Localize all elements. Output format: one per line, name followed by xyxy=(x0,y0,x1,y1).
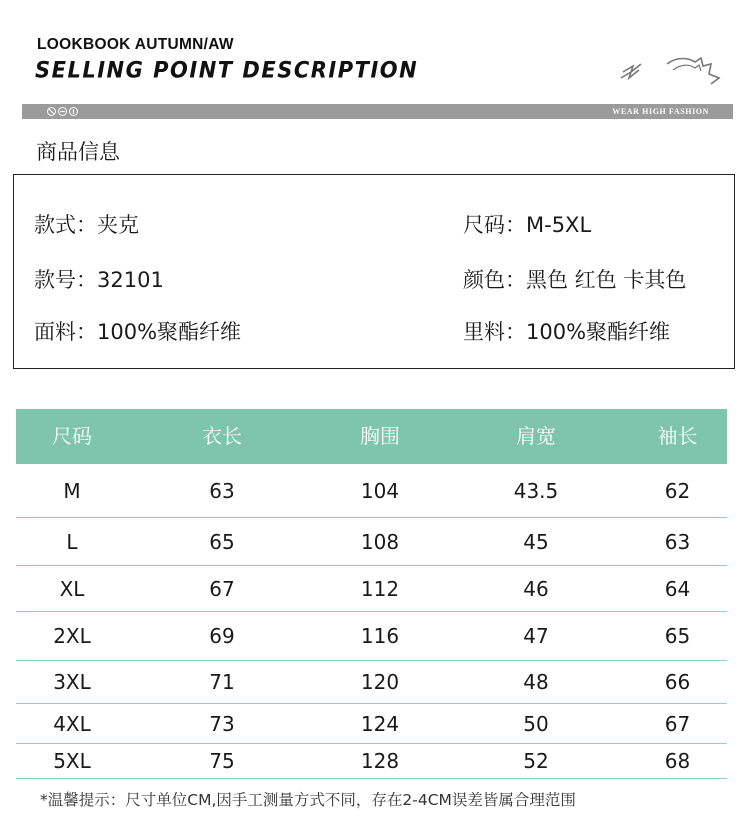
table-row xyxy=(16,464,727,518)
style-field: 款式：夹克 xyxy=(34,213,139,237)
table-cell: 66 xyxy=(664,670,691,694)
table-cell: 67 xyxy=(664,711,691,736)
table-cell: 62 xyxy=(664,478,691,503)
table-cell: 5XL xyxy=(53,749,91,773)
table-cell: 45 xyxy=(523,529,549,554)
table-cell: 128 xyxy=(360,749,400,773)
table-cell: 116 xyxy=(360,624,400,648)
measurement-note: *温馨提示：尺寸单位CM,因手工测量方式不同，存在2-4CM误差皆属合理范围 xyxy=(40,791,576,809)
table-cell: 46 xyxy=(523,576,549,601)
table-cell: 3XL xyxy=(53,670,91,694)
table-row xyxy=(16,612,727,661)
table-cell: 73 xyxy=(209,711,235,736)
table-cell: 2XL xyxy=(53,624,91,648)
table-cell: 65 xyxy=(209,529,235,554)
table-cell: 4XL xyxy=(53,711,91,736)
table-cell: L xyxy=(66,529,78,554)
minus-circle-icon xyxy=(58,107,67,116)
table-cell: 50 xyxy=(523,711,549,736)
table-cell: 63 xyxy=(664,529,691,554)
table-cell: 71 xyxy=(209,670,235,694)
product-info-box xyxy=(13,174,735,369)
no-symbol-icon xyxy=(47,107,56,116)
item-number-field: 款号：32101 xyxy=(34,268,164,292)
header-cell-size: 尺码 xyxy=(52,424,92,448)
table-cell: 48 xyxy=(523,670,549,694)
product-info-title: 商品信息 xyxy=(36,140,120,164)
table-cell: 75 xyxy=(209,749,235,773)
bar-symbols xyxy=(47,104,78,119)
header-cell-length: 衣长 xyxy=(202,424,242,448)
header-cell-chest: 胸围 xyxy=(360,424,400,448)
table-row xyxy=(16,704,727,744)
brand-lookbook-text: LOOKBOOK AUTUMN/AW xyxy=(37,36,234,53)
table-cell: 64 xyxy=(664,576,691,601)
table-cell: 43.5 xyxy=(513,478,559,503)
table-cell: 69 xyxy=(209,624,235,648)
table-cell: XL xyxy=(59,576,85,601)
wear-high-fashion-text: WEAR HIGH FASHION xyxy=(612,107,709,116)
table-row xyxy=(16,661,727,704)
table-cell: 108 xyxy=(360,529,400,554)
table-cell: 104 xyxy=(360,478,400,503)
info-circle-icon xyxy=(69,107,78,116)
table-cell: 112 xyxy=(360,576,400,601)
size-chart-table xyxy=(16,409,727,779)
size-range-field: 尺码：M-5XL xyxy=(463,213,592,237)
table-cell: M xyxy=(63,478,81,503)
table-cell: 120 xyxy=(360,670,400,694)
table-cell: 67 xyxy=(209,576,235,601)
size-chart-header-row xyxy=(16,409,727,464)
header-cell-shoulder: 肩宽 xyxy=(516,424,556,448)
table-cell: 124 xyxy=(360,711,400,736)
brand-selling-point-title: SELLING POINT DESCRIPTION xyxy=(35,57,419,83)
lightning-scribble-icon xyxy=(615,52,725,102)
table-cell: 68 xyxy=(664,749,691,773)
lining-field: 里料：100%聚酯纤维 xyxy=(463,320,671,344)
table-cell: 47 xyxy=(523,624,549,648)
table-row xyxy=(16,518,727,566)
header-cell-sleeve: 袖长 xyxy=(657,424,698,448)
table-cell: 63 xyxy=(209,478,235,503)
header-gray-bar xyxy=(22,104,733,119)
table-row xyxy=(16,744,727,779)
table-row xyxy=(16,566,727,612)
colors-field: 颜色：黑色 红色 卡其色 xyxy=(463,268,687,292)
table-cell: 52 xyxy=(523,749,549,773)
fabric-field: 面料：100%聚酯纤维 xyxy=(34,320,242,344)
table-cell: 65 xyxy=(664,624,691,648)
